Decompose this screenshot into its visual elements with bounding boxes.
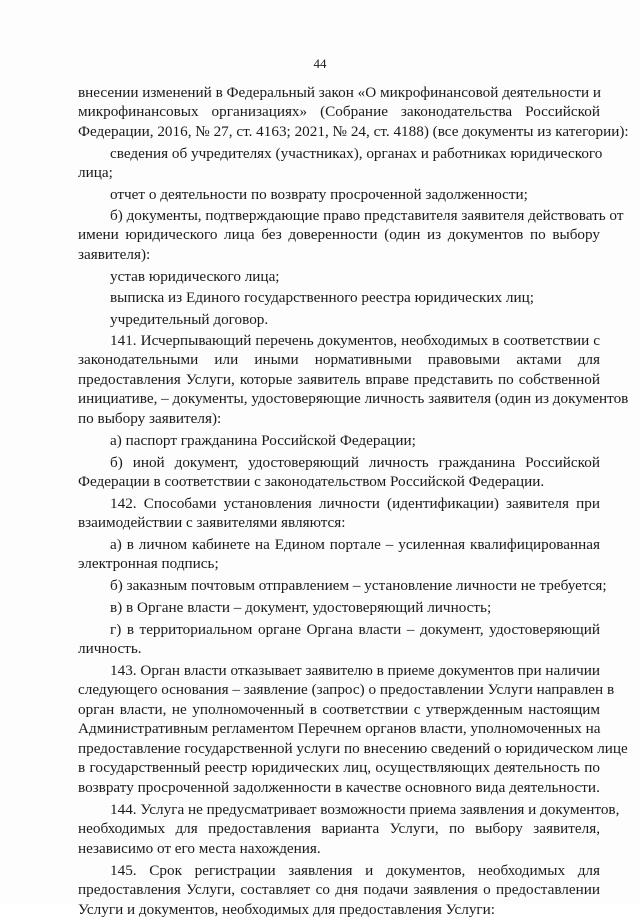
text-line: 144. Услуга не предусматривает возможности приема заявления и документов, — [110, 801, 620, 818]
text-line: сведения об учредителях (участниках), органах и работниках юридического — [110, 145, 603, 162]
text-line: предоставления Услуги, составляет со дня подачи заявления о предоставлении — [78, 881, 600, 898]
text-line: отчет о деятельности по возврату просроченной задолженности; — [110, 186, 528, 203]
text-line: электронная подпись; — [78, 555, 219, 572]
text-line: орган власти, не уполномоченный в соответствии с утвержденным настоящим — [78, 701, 600, 718]
text-line: б) иной документ, удостоверяющий личность гражданина Российской — [110, 454, 600, 471]
text-line: законодательными или иными нормативными правовыми актами для — [78, 351, 600, 368]
text-line: б) заказным почтовым отправлением – установление личности не требуется; — [110, 577, 607, 594]
text-line: лица; — [78, 164, 113, 181]
text-line: устав юридического лица; — [110, 268, 280, 285]
text-line: микрофинансовых организациях» (Собрание законодательства Российской — [78, 103, 600, 120]
text-line: имени юридического лица без доверенности (один из документов по выбору — [78, 226, 600, 243]
text-line: предоставление государственной услуги по внесению сведений о юридическом лице — [78, 740, 628, 757]
text-line: 142. Способами установления личности (идентификации) заявителя при — [110, 495, 600, 512]
text-line: предоставления Услуги, которые заявитель вправе представить по собственной — [78, 371, 600, 388]
text-line: личность. — [78, 640, 142, 657]
text-line: заявителя): — [78, 246, 151, 263]
text-line: инициативе, – документы, удостоверяющие личность заявителя (один из документов — [78, 390, 629, 407]
text-line: необходимых для предоставления варианта Услуги, по выбору заявителя, — [78, 820, 600, 837]
text-line: возврату просроченной задолженности в качестве основного вида деятельности. — [78, 779, 600, 796]
text-line: а) паспорт гражданина Российской Федерации; — [110, 432, 416, 449]
text-line: б) документы, подтверждающие право представителя заявителя действовать от — [110, 207, 624, 224]
text-line: независимо от его места нахождения. — [78, 840, 321, 857]
text-line: следующего основания – заявление (запрос) о предоставлении Услуги направлен в — [78, 681, 615, 698]
text-line: внесении изменений в Федеральный закон «О микрофинансовой деятельности и — [78, 84, 602, 101]
page-number: 44 — [313, 56, 327, 71]
text-line: выписка из Единого государственного реестра юридических лиц; — [110, 289, 534, 306]
text-line: по выбору заявителя): — [78, 410, 222, 427]
text-line: в государственный реестр юридических лиц, осуществляющих деятельность по — [78, 759, 600, 776]
text-line: Федерации, 2016, № 27, ст. 4163; 2021, № 24, ст. 4188) (все документы из категории): — [78, 123, 629, 140]
text-line: в) в Органе власти – документ, удостоверяющий личность; — [110, 599, 492, 616]
text-line: г) в территориальном органе Органа власти – документ, удостоверяющий — [110, 621, 600, 638]
text-line: взаимодействии с заявителями являются: — [78, 514, 346, 531]
text-line: Федерации в соответствии с законодательством Российской Федерации. — [78, 473, 545, 490]
text-line: Услуги и документов, необходимых для предоставления Услуги: — [78, 901, 496, 918]
text-line: Административным регламентом Перечнем органов власти, уполномоченных на — [78, 720, 601, 737]
text-line: учредительный договор. — [110, 311, 269, 328]
text-line: а) в личном кабинете на Едином портале – усиленная квалифицированная — [110, 536, 600, 553]
text-line: 141. Исчерпывающий перечень документов, необходимых в соответствии с — [110, 332, 600, 349]
text-line: 145. Срок регистрации заявления и документов, необходимых для — [110, 862, 600, 879]
text-line: 143. Орган власти отказывает заявителю в приеме документов при наличии — [110, 662, 600, 679]
